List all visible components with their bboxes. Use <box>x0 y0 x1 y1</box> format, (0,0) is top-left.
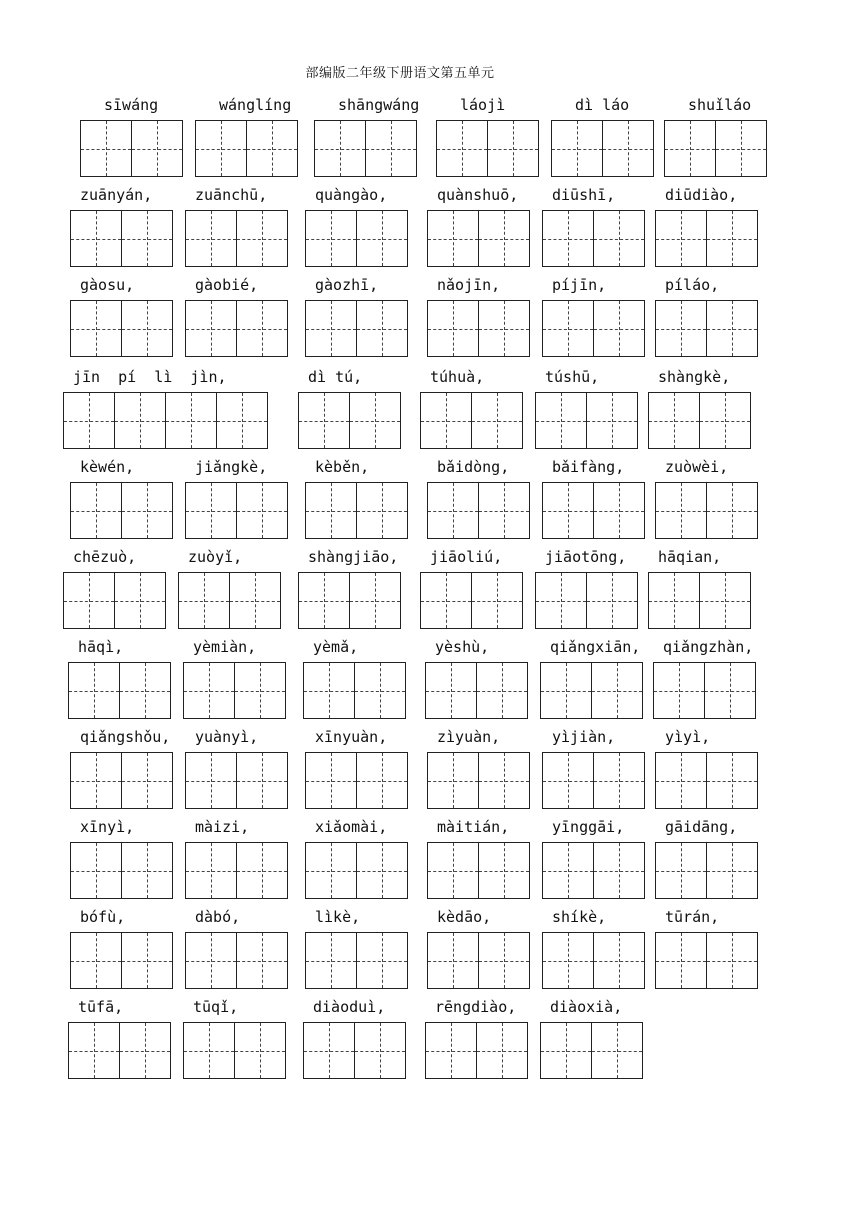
tian-zi-cell[interactable] <box>235 663 286 718</box>
tian-zi-cell[interactable] <box>350 393 401 448</box>
writing-grid[interactable] <box>664 120 767 177</box>
tian-zi-cell[interactable] <box>122 843 173 898</box>
tian-zi-cell[interactable] <box>122 933 173 988</box>
pinyin-label: túhuà, <box>430 368 485 386</box>
tian-zi-cell[interactable] <box>707 301 758 356</box>
tian-zi-cell[interactable] <box>700 393 751 448</box>
tian-zi-cell[interactable] <box>186 753 237 808</box>
writing-grid[interactable] <box>185 752 288 809</box>
pinyin-label: gàobié, <box>195 276 259 294</box>
tian-zi-cell[interactable] <box>122 301 173 356</box>
pinyin-label: tūfā, <box>78 998 124 1016</box>
writing-grid[interactable] <box>63 392 268 449</box>
pinyin-label: shíkè, <box>552 908 607 926</box>
pinyin-label: xīnyuàn, <box>315 728 388 746</box>
pinyin-label: xīnyì, <box>80 818 135 836</box>
tian-zi-cell[interactable] <box>122 211 173 266</box>
tian-zi-cell[interactable] <box>707 753 758 808</box>
tian-zi-cell[interactable] <box>656 933 707 988</box>
tian-zi-cell[interactable] <box>426 663 477 718</box>
tian-zi-cell[interactable] <box>299 393 350 448</box>
tian-zi-cell[interactable] <box>122 753 173 808</box>
tian-zi-cell[interactable] <box>184 1023 235 1078</box>
pinyin-label: diàoxià, <box>550 998 623 1016</box>
writing-grid[interactable] <box>427 842 530 899</box>
writing-grid[interactable] <box>655 210 758 267</box>
tian-zi-cell[interactable] <box>186 843 237 898</box>
writing-grid[interactable] <box>427 300 530 357</box>
writing-grid[interactable] <box>70 842 173 899</box>
tian-zi-cell[interactable] <box>304 1023 355 1078</box>
tian-zi-cell[interactable] <box>306 843 357 898</box>
pinyin-label: píjīn, <box>552 276 607 294</box>
tian-zi-cell[interactable] <box>350 573 401 628</box>
tian-zi-cell[interactable] <box>196 121 247 176</box>
pinyin-label: jiǎngkè, <box>195 458 268 476</box>
tian-zi-cell[interactable] <box>656 843 707 898</box>
tian-zi-cell[interactable] <box>421 393 472 448</box>
pinyin-label: zuānchū, <box>195 186 268 204</box>
tian-zi-cell[interactable] <box>306 933 357 988</box>
tian-zi-cell[interactable] <box>488 121 539 176</box>
tian-zi-cell[interactable] <box>357 753 408 808</box>
writing-grid[interactable] <box>427 482 530 539</box>
tian-zi-cell[interactable] <box>543 211 594 266</box>
writing-grid[interactable] <box>425 1022 528 1079</box>
writing-grid[interactable] <box>185 210 288 267</box>
writing-grid[interactable] <box>68 1022 171 1079</box>
tian-zi-cell[interactable] <box>315 121 366 176</box>
pinyin-label: diàoduì, <box>313 998 386 1016</box>
tian-zi-cell[interactable] <box>247 121 298 176</box>
writing-grid[interactable] <box>542 300 645 357</box>
writing-grid[interactable] <box>420 392 523 449</box>
tian-zi-cell[interactable] <box>656 211 707 266</box>
tian-zi-cell[interactable] <box>71 211 122 266</box>
writing-grid[interactable] <box>305 752 408 809</box>
tian-zi-cell[interactable] <box>543 483 594 538</box>
tian-zi-cell[interactable] <box>237 933 288 988</box>
pinyin-label: rēngdiào, <box>435 998 517 1016</box>
tian-zi-cell[interactable] <box>306 483 357 538</box>
writing-grid[interactable] <box>185 842 288 899</box>
tian-zi-cell[interactable] <box>166 393 217 448</box>
writing-grid[interactable] <box>80 120 183 177</box>
tian-zi-cell[interactable] <box>707 933 758 988</box>
tian-zi-cell[interactable] <box>237 843 288 898</box>
writing-grid[interactable] <box>298 392 401 449</box>
tian-zi-cell[interactable] <box>472 573 523 628</box>
tian-zi-cell[interactable] <box>120 1023 171 1078</box>
pinyin-label: yìyì, <box>665 728 711 746</box>
tian-zi-cell[interactable] <box>71 933 122 988</box>
tian-zi-cell[interactable] <box>594 483 645 538</box>
writing-grid[interactable] <box>648 392 751 449</box>
writing-grid[interactable] <box>298 572 401 629</box>
tian-zi-cell[interactable] <box>237 301 288 356</box>
writing-grid[interactable] <box>185 300 288 357</box>
tian-zi-cell[interactable] <box>705 663 756 718</box>
tian-zi-cell[interactable] <box>71 753 122 808</box>
tian-zi-cell[interactable] <box>665 121 716 176</box>
writing-grid[interactable] <box>195 120 298 177</box>
tian-zi-cell[interactable] <box>437 121 488 176</box>
tian-zi-cell[interactable] <box>71 843 122 898</box>
tian-zi-cell[interactable] <box>304 663 355 718</box>
writing-grid[interactable] <box>63 572 166 629</box>
pinyin-label: màitián, <box>437 818 510 836</box>
tian-zi-cell[interactable] <box>479 933 530 988</box>
tian-zi-cell[interactable] <box>237 211 288 266</box>
writing-grid[interactable] <box>655 842 758 899</box>
tian-zi-cell[interactable] <box>543 753 594 808</box>
writing-grid[interactable] <box>540 662 643 719</box>
tian-zi-cell[interactable] <box>479 211 530 266</box>
tian-zi-cell[interactable] <box>477 663 528 718</box>
tian-zi-cell[interactable] <box>299 573 350 628</box>
tian-zi-cell[interactable] <box>179 573 230 628</box>
writing-grid[interactable] <box>183 1022 286 1079</box>
writing-grid[interactable] <box>185 932 288 989</box>
tian-zi-cell[interactable] <box>428 483 479 538</box>
tian-zi-cell[interactable] <box>649 573 700 628</box>
tian-zi-cell[interactable] <box>122 483 173 538</box>
pinyin-label: lìkè, <box>315 908 361 926</box>
tian-zi-cell[interactable] <box>428 301 479 356</box>
tian-zi-cell[interactable] <box>421 573 472 628</box>
pinyin-label: wánglíng <box>219 96 292 114</box>
tian-zi-cell[interactable] <box>69 1023 120 1078</box>
writing-grid[interactable] <box>178 572 281 629</box>
tian-zi-cell[interactable] <box>472 393 523 448</box>
pinyin-label: sīwáng <box>104 96 159 114</box>
pinyin-label: tūrán, <box>665 908 720 926</box>
tian-zi-cell[interactable] <box>81 121 132 176</box>
tian-zi-cell[interactable] <box>426 1023 477 1078</box>
tian-zi-cell[interactable] <box>132 121 183 176</box>
tian-zi-cell[interactable] <box>428 843 479 898</box>
pinyin-label: dì tú, <box>308 368 363 386</box>
tian-zi-cell[interactable] <box>357 301 408 356</box>
pinyin-label: dì láo <box>575 96 630 114</box>
pinyin-label: shàngkè, <box>658 368 731 386</box>
tian-zi-cell[interactable] <box>649 393 700 448</box>
writing-grid[interactable] <box>305 482 408 539</box>
writing-grid[interactable] <box>542 752 645 809</box>
tian-zi-cell[interactable] <box>69 663 120 718</box>
writing-grid[interactable] <box>542 842 645 899</box>
writing-grid[interactable] <box>655 932 758 989</box>
writing-grid[interactable] <box>303 1022 406 1079</box>
pinyin-label: diūdiào, <box>665 186 738 204</box>
tian-zi-cell[interactable] <box>707 483 758 538</box>
tian-zi-cell[interactable] <box>603 121 654 176</box>
writing-grid[interactable] <box>436 120 539 177</box>
tian-zi-cell[interactable] <box>543 301 594 356</box>
tian-zi-cell[interactable] <box>707 211 758 266</box>
tian-zi-cell[interactable] <box>230 573 281 628</box>
tian-zi-cell[interactable] <box>594 843 645 898</box>
tian-zi-cell[interactable] <box>479 301 530 356</box>
writing-grid[interactable] <box>70 752 173 809</box>
writing-grid[interactable] <box>648 572 751 629</box>
pinyin-label: hāqì, <box>78 638 124 656</box>
pinyin-label: yèshù, <box>435 638 490 656</box>
tian-zi-cell[interactable] <box>357 843 408 898</box>
pinyin-label: dàbó, <box>195 908 241 926</box>
tian-zi-cell[interactable] <box>541 663 592 718</box>
pinyin-label: jiāoliú, <box>430 548 503 566</box>
tian-zi-cell[interactable] <box>237 483 288 538</box>
writing-grid[interactable] <box>540 1022 643 1079</box>
pinyin-label: shuǐláo <box>688 96 752 114</box>
tian-zi-cell[interactable] <box>587 573 638 628</box>
tian-zi-cell[interactable] <box>656 753 707 808</box>
tian-zi-cell[interactable] <box>186 211 237 266</box>
tian-zi-cell[interactable] <box>543 933 594 988</box>
tian-zi-cell[interactable] <box>355 663 406 718</box>
tian-zi-cell[interactable] <box>115 573 166 628</box>
tian-zi-cell[interactable] <box>355 1023 406 1078</box>
tian-zi-cell[interactable] <box>428 753 479 808</box>
writing-grid[interactable] <box>655 482 758 539</box>
tian-zi-cell[interactable] <box>541 1023 592 1078</box>
tian-zi-cell[interactable] <box>656 301 707 356</box>
pinyin-label: bǎifàng, <box>552 458 625 476</box>
pinyin-label: gàozhī, <box>315 276 379 294</box>
writing-grid[interactable] <box>305 932 408 989</box>
tian-zi-cell[interactable] <box>716 121 767 176</box>
tian-zi-cell[interactable] <box>428 933 479 988</box>
tian-zi-cell[interactable] <box>479 843 530 898</box>
tian-zi-cell[interactable] <box>71 301 122 356</box>
writing-grid[interactable] <box>70 210 173 267</box>
writing-grid[interactable] <box>655 300 758 357</box>
pinyin-label: qiǎngzhàn, <box>663 638 754 656</box>
tian-zi-cell[interactable] <box>115 393 166 448</box>
pinyin-label: kèdāo, <box>437 908 492 926</box>
tian-zi-cell[interactable] <box>306 211 357 266</box>
pinyin-label: jiāotōng, <box>545 548 627 566</box>
pinyin-label: bófù, <box>80 908 126 926</box>
pinyin-label: xiǎomài, <box>315 818 388 836</box>
tian-zi-cell[interactable] <box>64 393 115 448</box>
writing-grid[interactable] <box>427 210 530 267</box>
pinyin-label: chēzuò, <box>73 548 137 566</box>
tian-zi-cell[interactable] <box>357 933 408 988</box>
tian-zi-cell[interactable] <box>594 753 645 808</box>
pinyin-label: shāngwáng <box>338 96 420 114</box>
writing-grid[interactable] <box>70 482 173 539</box>
pinyin-label: yèmiàn, <box>193 638 257 656</box>
pinyin-label: shàngjiāo, <box>308 548 399 566</box>
tian-zi-cell[interactable] <box>357 483 408 538</box>
pinyin-label: diūshī, <box>552 186 616 204</box>
pinyin-label: yuànyì, <box>195 728 259 746</box>
tian-zi-cell[interactable] <box>186 301 237 356</box>
pinyin-label: yèmǎ, <box>313 638 359 656</box>
tian-zi-cell[interactable] <box>536 573 587 628</box>
writing-grid[interactable] <box>305 300 408 357</box>
pinyin-label: hāqian, <box>658 548 722 566</box>
tian-zi-cell[interactable] <box>235 1023 286 1078</box>
writing-grid[interactable] <box>314 120 417 177</box>
pinyin-label: quànshuō, <box>437 186 519 204</box>
tian-zi-cell[interactable] <box>186 483 237 538</box>
pinyin-label: zuānyán, <box>80 186 153 204</box>
tian-zi-cell[interactable] <box>428 211 479 266</box>
writing-grid[interactable] <box>653 662 756 719</box>
tian-zi-cell[interactable] <box>536 393 587 448</box>
pinyin-label: kèběn, <box>315 458 370 476</box>
tian-zi-cell[interactable] <box>366 121 417 176</box>
pinyin-label: quàngào, <box>315 186 388 204</box>
pinyin-label: jīn pí lì jìn, <box>73 368 227 386</box>
pinyin-label: zuòwèi, <box>665 458 729 476</box>
tian-zi-cell[interactable] <box>587 393 638 448</box>
writing-grid[interactable] <box>185 482 288 539</box>
pinyin-label: píláo, <box>665 276 720 294</box>
pinyin-label: yìjiàn, <box>552 728 616 746</box>
tian-zi-cell[interactable] <box>186 933 237 988</box>
pinyin-label: tūqǐ, <box>193 998 239 1016</box>
tian-zi-cell[interactable] <box>357 211 408 266</box>
tian-zi-cell[interactable] <box>217 393 268 448</box>
writing-grid[interactable] <box>427 752 530 809</box>
writing-grid[interactable] <box>535 392 638 449</box>
writing-grid[interactable] <box>425 662 528 719</box>
tian-zi-cell[interactable] <box>120 663 171 718</box>
writing-grid[interactable] <box>183 662 286 719</box>
tian-zi-cell[interactable] <box>306 301 357 356</box>
tian-zi-cell[interactable] <box>594 933 645 988</box>
writing-grid[interactable] <box>535 572 638 629</box>
pinyin-label: yīnggāi, <box>552 818 625 836</box>
writing-grid[interactable] <box>70 932 173 989</box>
writing-grid[interactable] <box>427 932 530 989</box>
tian-zi-cell[interactable] <box>237 753 288 808</box>
pinyin-label: láojì <box>460 96 506 114</box>
tian-zi-cell[interactable] <box>592 663 643 718</box>
tian-zi-cell[interactable] <box>594 211 645 266</box>
writing-grid[interactable] <box>542 932 645 989</box>
tian-zi-cell[interactable] <box>543 843 594 898</box>
pinyin-label: bǎidòng, <box>437 458 510 476</box>
writing-grid[interactable] <box>305 210 408 267</box>
tian-zi-cell[interactable] <box>477 1023 528 1078</box>
writing-grid[interactable] <box>303 662 406 719</box>
pinyin-label: túshū, <box>545 368 600 386</box>
page-title: 部编版二年级下册语文第五单元 <box>305 66 495 81</box>
writing-grid[interactable] <box>70 300 173 357</box>
tian-zi-cell[interactable] <box>64 573 115 628</box>
tian-zi-cell[interactable] <box>479 483 530 538</box>
tian-zi-cell[interactable] <box>594 301 645 356</box>
tian-zi-cell[interactable] <box>479 753 530 808</box>
writing-grid[interactable] <box>420 572 523 629</box>
writing-grid[interactable] <box>655 752 758 809</box>
tian-zi-cell[interactable] <box>552 121 603 176</box>
tian-zi-cell[interactable] <box>656 483 707 538</box>
tian-zi-cell[interactable] <box>707 843 758 898</box>
pinyin-label: gàosu, <box>80 276 135 294</box>
pinyin-label: màizi, <box>195 818 250 836</box>
pinyin-label: gāidāng, <box>665 818 738 836</box>
tian-zi-cell[interactable] <box>184 663 235 718</box>
pinyin-label: zuòyǐ, <box>188 548 243 566</box>
tian-zi-cell[interactable] <box>71 483 122 538</box>
writing-grid[interactable] <box>542 482 645 539</box>
pinyin-label: qiǎngxiān, <box>550 638 641 656</box>
pinyin-label: kèwén, <box>80 458 135 476</box>
writing-grid[interactable] <box>68 662 171 719</box>
pinyin-label: zìyuàn, <box>437 728 501 746</box>
writing-grid[interactable] <box>551 120 654 177</box>
writing-grid[interactable] <box>542 210 645 267</box>
tian-zi-cell[interactable] <box>654 663 705 718</box>
tian-zi-cell[interactable] <box>700 573 751 628</box>
pinyin-label: nǎojīn, <box>437 276 501 294</box>
writing-grid[interactable] <box>305 842 408 899</box>
tian-zi-cell[interactable] <box>592 1023 643 1078</box>
tian-zi-cell[interactable] <box>306 753 357 808</box>
pinyin-label: qiǎngshǒu, <box>80 728 171 746</box>
